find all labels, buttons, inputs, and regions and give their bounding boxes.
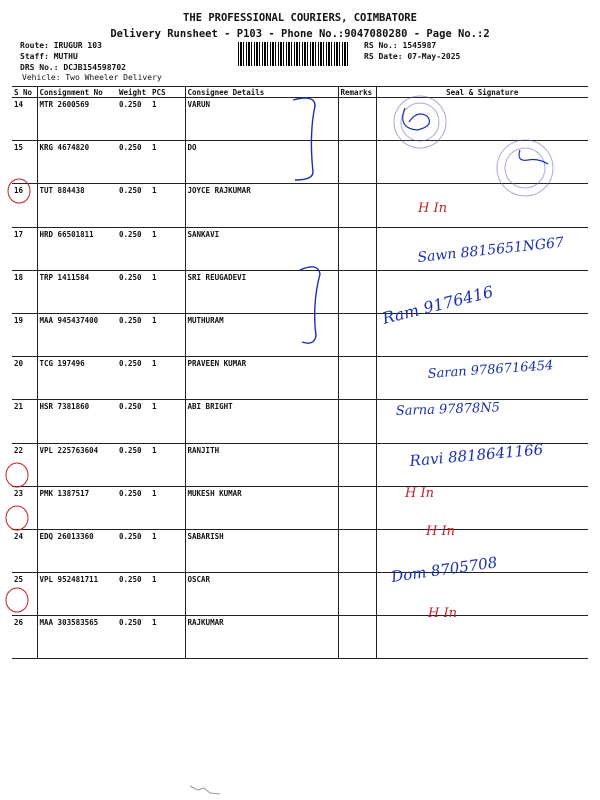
table-row: [12, 227, 588, 270]
cell-consignment: VPL 952481711: [37, 573, 117, 616]
cell-consignee: JOYCE RAJKUMAR: [185, 184, 338, 227]
table-row: [12, 443, 588, 486]
cell-remarks: [338, 529, 376, 572]
cell-pcs: 1: [150, 400, 185, 443]
drs-number: DRS No.: DCJB154598702: [20, 63, 126, 72]
cell-sno: 21: [12, 400, 37, 443]
cell-weight: 0.250: [117, 529, 150, 572]
cell-remarks: [338, 184, 376, 227]
handwritten-note: H In: [418, 201, 447, 216]
cell-pcs: 1: [150, 573, 185, 616]
table-row: [12, 357, 588, 400]
cell-pcs: 1: [150, 529, 185, 572]
cell-consignment: TCG 197496: [37, 357, 117, 400]
cell-consignee: MUTHURAM: [185, 313, 338, 356]
handwritten-note: H In: [405, 486, 434, 501]
runsheet-table: [12, 86, 588, 659]
cell-remarks: [338, 486, 376, 529]
cell-consignment: HRD 66501811: [37, 227, 117, 270]
cell-seal: [376, 98, 588, 141]
cell-seal: [376, 486, 588, 529]
cell-weight: 0.250: [117, 270, 150, 313]
handwritten-signature: Ram 9176416: [380, 281, 496, 328]
cell-weight: 0.250: [117, 184, 150, 227]
cell-consignment: KRG 4674820: [37, 141, 117, 184]
cell-seal: [376, 357, 588, 400]
col-consignment: Consignment No: [37, 87, 117, 98]
table-row: [12, 184, 588, 227]
cell-remarks: [338, 141, 376, 184]
cell-pcs: 1: [150, 486, 185, 529]
table-row: [12, 529, 588, 572]
cell-consignment: TUT 884438: [37, 184, 117, 227]
col-seal: Seal & Signature: [376, 87, 588, 98]
col-remarks: Remarks: [338, 87, 376, 98]
cell-remarks: [338, 616, 376, 659]
cell-weight: 0.250: [117, 400, 150, 443]
cell-seal: [376, 573, 588, 616]
handwritten-signature: Sarna 97878N5: [395, 400, 501, 419]
cell-weight: 0.250: [117, 313, 150, 356]
route-label: Route: IRUGUR 103: [20, 41, 102, 50]
company-title: THE PROFESSIONAL COURIERS, COIMBATORE: [183, 12, 417, 24]
cell-pcs: 1: [150, 357, 185, 400]
cell-pcs: 1: [150, 184, 185, 227]
cell-weight: 0.250: [117, 486, 150, 529]
table-row: [12, 573, 588, 616]
cell-sno: 17: [12, 227, 37, 270]
cell-remarks: [338, 443, 376, 486]
cell-remarks: [338, 98, 376, 141]
cell-weight: 0.250: [117, 141, 150, 184]
vehicle-label: Vehicle: Two Wheeler Delivery: [22, 73, 162, 82]
handwritten-signature: Saran 9786716454: [427, 358, 554, 382]
cell-seal: [376, 529, 588, 572]
cell-remarks: [338, 400, 376, 443]
cell-seal: [376, 141, 588, 184]
cell-seal: [376, 616, 588, 659]
cell-seal: [376, 270, 588, 313]
cell-sno: 24: [12, 529, 37, 572]
cell-sno: 23: [12, 486, 37, 529]
cell-consignment: PMK 1387517: [37, 486, 117, 529]
cell-consignee: OSCAR: [185, 573, 338, 616]
cell-consignment: EDQ 26013360: [37, 529, 117, 572]
cell-sno: 16: [12, 184, 37, 227]
cell-seal: [376, 184, 588, 227]
cell-consignee: VARUN: [185, 98, 338, 141]
cell-consignee: RANJITH: [185, 443, 338, 486]
cell-consignee: RAJKUMAR: [185, 616, 338, 659]
cell-sno: 19: [12, 313, 37, 356]
table-row: [12, 141, 588, 184]
cell-remarks: [338, 573, 376, 616]
cell-pcs: 1: [150, 443, 185, 486]
cell-sno: 26: [12, 616, 37, 659]
cell-consignment: MTR 2600569: [37, 98, 117, 141]
cell-remarks: [338, 313, 376, 356]
cell-pcs: 1: [150, 313, 185, 356]
table-row: [12, 270, 588, 313]
cell-consignee: SRI REUGADEVI: [185, 270, 338, 313]
cell-weight: 0.250: [117, 573, 150, 616]
handwritten-signature: Ravi 8818641166: [408, 440, 544, 470]
cell-seal: [376, 400, 588, 443]
table-row: [12, 313, 588, 356]
table-row: [12, 616, 588, 659]
table-row: [12, 486, 588, 529]
table-header-row: [12, 87, 588, 98]
barcode: [238, 42, 350, 66]
cell-pcs: 1: [150, 227, 185, 270]
cell-consignee: SANKAVI: [185, 227, 338, 270]
handwritten-note: H In: [428, 606, 457, 621]
cell-pcs: 1: [150, 616, 185, 659]
cell-consignee: ABI BRIGHT: [185, 400, 338, 443]
cell-consignment: TRP 1411584: [37, 270, 117, 313]
scan-smudge: [190, 786, 220, 794]
cell-weight: 0.250: [117, 357, 150, 400]
runsheet-subtitle: Delivery Runsheet - P103 - Phone No.:9047080280 - Page No.:2: [110, 28, 490, 40]
cell-weight: 0.250: [117, 443, 150, 486]
cell-pcs: 1: [150, 141, 185, 184]
rs-number: RS No.: 1545987: [364, 41, 437, 50]
staff-label: Staff: MUTHU: [20, 52, 78, 61]
cell-sno: 18: [12, 270, 37, 313]
cell-sno: 15: [12, 141, 37, 184]
cell-consignment: MAA 303583565: [37, 616, 117, 659]
cell-sno: 25: [12, 573, 37, 616]
cell-seal: [376, 227, 588, 270]
cell-remarks: [338, 357, 376, 400]
cell-weight: 0.250: [117, 98, 150, 141]
handwritten-note: H In: [426, 524, 455, 539]
cell-remarks: [338, 227, 376, 270]
col-sno: S No: [12, 87, 37, 98]
cell-consignee: DO: [185, 141, 338, 184]
cell-sno: 14: [12, 98, 37, 141]
table-row: [12, 400, 588, 443]
cell-seal: [376, 443, 588, 486]
cell-seal: [376, 313, 588, 356]
col-pcs: PCS: [150, 87, 185, 98]
cell-sno: 20: [12, 357, 37, 400]
cell-consignee: MUKESH KUMAR: [185, 486, 338, 529]
cell-weight: 0.250: [117, 227, 150, 270]
handwritten-signature: Dom 8705708: [390, 553, 499, 586]
cell-consignment: HSR 7381860: [37, 400, 117, 443]
cell-weight: 0.250: [117, 616, 150, 659]
cell-consignment: VPL 225763604: [37, 443, 117, 486]
cell-pcs: 1: [150, 98, 185, 141]
handwritten-signature: Sawn 8815651NG67: [416, 234, 565, 266]
cell-consignee: PRAVEEN KUMAR: [185, 357, 338, 400]
cell-sno: 22: [12, 443, 37, 486]
cell-pcs: 1: [150, 270, 185, 313]
col-consignee: Consignee Details: [185, 87, 338, 98]
cell-consignee: SABARISH: [185, 529, 338, 572]
cell-consignment: MAA 945437400: [37, 313, 117, 356]
col-weight: Weight: [117, 87, 150, 98]
table-row: [12, 98, 588, 141]
rs-date: RS Date: 07-May-2025: [364, 52, 461, 61]
cell-remarks: [338, 270, 376, 313]
